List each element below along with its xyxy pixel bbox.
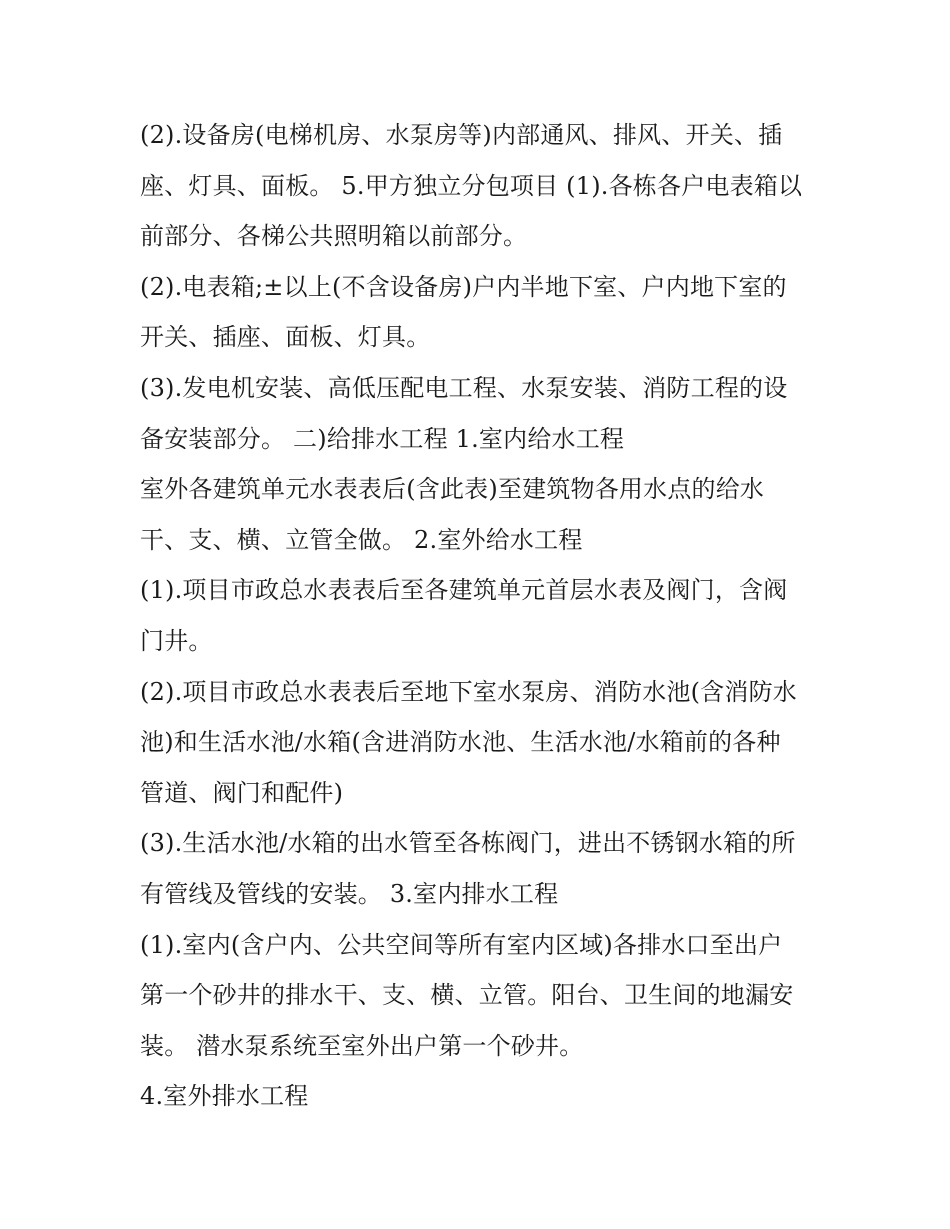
text-line: (3).发电机安装、高低压配电工程、水泵安装、消防工程的设 [140,373,788,402]
text-line: 室外各建筑单元水表表后(含此表)至建筑物各用水点的给水 [140,475,765,504]
text-line: 座、灯具、面板。 5.甲方独立分包项目 (1).各栋各户电表箱以 [140,171,803,200]
text-line: 开关、插座、面板、灯具。 [140,323,431,352]
text-line: (2).项目市政总水表表后至地下室水泵房、消防水池(含消防水 [140,677,797,706]
text-line: (3).生活水池/水箱的出水管至各栋阀门，进出不锈钢水箱的所 [140,829,796,858]
text-line: (2).电表箱;±以上(不含设备房)户内半地下室、户内地下室的 [140,272,787,301]
text-line: 门井。 [140,626,213,655]
text-line: 池)和生活水池/水箱(含进消防水池、生活水池/水箱前的各种 [140,728,781,757]
text-line: (2).设备房(电梯机房、水泵房等)内部通风、排风、开关、插 [140,121,783,149]
text-line: 第一个砂井的排水干、支、横、立管。阳台、卫生间的地漏安 [140,981,794,1010]
text-line: 装。 潜水泵系统至室外出户第一个砂井。 [140,1031,584,1060]
text-line: 干、支、横、立管全做。 2.室外给水工程 [140,525,583,554]
document-body [140,110,840,1122]
text-line: 管道、阀门和配件) [140,778,344,807]
text-line: 前部分、各梯公共照明箱以前部分。 [140,222,528,251]
text-line: 备安装部分。 二)给排水工程 1.室内给水工程 [140,424,625,453]
text-line: 4.室外排水工程 [140,1082,309,1111]
text-line: (1).室内(含户内、公共空间等所有室内区域)各排水口至出户 [140,930,783,959]
text-line: 有管线及管线的安装。 3.室内排水工程 [140,879,559,908]
text-line: (1).项目市政总水表表后至各建筑单元首层水表及阀门，含阀 [140,576,788,605]
